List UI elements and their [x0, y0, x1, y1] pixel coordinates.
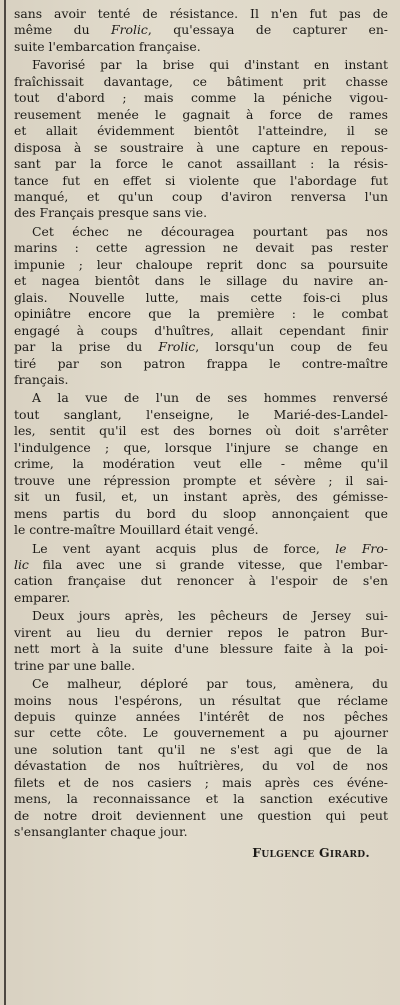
- article-paragraph: [14, 6, 388, 55]
- text-line: de notre droit deviennent une question qui peut: [14, 807, 388, 823]
- article-body: [14, 6, 388, 841]
- text-line: crime, la modération veut elle - même qu'il: [14, 456, 388, 472]
- text-line: manqué, et qu'un coup d'aviron renversa l'un: [14, 188, 388, 204]
- text-line: français.: [14, 371, 69, 387]
- text-line: même du Frolic, qu'essaya de capturer en-: [14, 22, 388, 38]
- text-line: marins : cette agression ne devait pas rester: [14, 240, 388, 256]
- text-line: une solution tant qu'il ne s'est agi que de la: [14, 741, 388, 757]
- text-line: sur cette côte. Le gouvernement a pu ajourner: [14, 725, 388, 741]
- text-line: nett mort à la suite d'une blessure faite à la poi-: [14, 641, 388, 657]
- text-line: s'ensanglanter chaque jour.: [14, 824, 188, 840]
- text-line: Favorisé par la brise qui d'instant en instant: [32, 57, 388, 73]
- text-line: fraîchissait davantage, ce bâtiment prit chasse: [14, 73, 388, 89]
- article-paragraph: [14, 390, 388, 538]
- text-line: sant par la force le canot assaillant : la résis-: [14, 156, 388, 172]
- text-line: cation française dut renoncer à l'espoir de s'en: [14, 573, 388, 589]
- text-line: sit un fusil, et, un instant après, des gémisse-: [14, 489, 388, 505]
- text-line: tiré par son patron frappa le contre-maître: [14, 355, 388, 371]
- text-line: tout sanglant, l'enseigne, le Marié-des-Landel-: [14, 406, 388, 422]
- text-line: tance fut en effet si violente que l'abordage fut: [14, 172, 388, 188]
- text-line: le contre-maître Mouillard était vengé.: [14, 522, 259, 538]
- text-line: suite l'embarcation française.: [14, 38, 201, 54]
- text-line: engagé à coups d'huîtres, allait cependant finir: [14, 322, 388, 338]
- text-line: sans avoir tenté de résistance. Il n'en fut pas de: [14, 6, 388, 21]
- article-paragraph: [14, 541, 388, 607]
- text-line: trouve une répression prompte et sévère ; il sai-: [14, 472, 388, 488]
- text-line: par la prise du Frolic, lorsqu'un coup de feu: [14, 339, 388, 355]
- text-line: emparer.: [14, 589, 71, 605]
- text-line: disposa à se soustraire à une capture en repous-: [14, 139, 388, 155]
- text-line: et allait évidemment bientôt l'atteindre, il se: [14, 123, 388, 139]
- text-line: Le vent ayant acquis plus de force, le Fro-: [32, 540, 388, 556]
- text-line: opiniâtre encore que la première : le combat: [14, 306, 388, 322]
- text-line: dévastation de nos huîtrières, du vol de nos: [14, 758, 388, 774]
- text-line: depuis quinze années l'intérêt de nos pêches: [14, 709, 388, 725]
- text-line: mens, la reconnaissance et la sanction exécutive: [14, 791, 388, 807]
- text-line: A la vue de l'un de ses hommes renversé: [32, 390, 388, 406]
- article-paragraph: [14, 57, 388, 222]
- text-line: impunie ; leur chaloupe reprit donc sa poursuite: [14, 256, 388, 272]
- text-line: glais. Nouvelle lutte, mais cette fois-ci plus: [14, 289, 388, 305]
- text-line: des Français presque sans vie.: [14, 205, 208, 221]
- text-line: Cet échec ne découragea pourtant pas nos: [32, 223, 388, 239]
- article-paragraph: [14, 224, 388, 389]
- text-line: Deux jours après, les pêcheurs de Jersey sui-: [32, 608, 388, 624]
- text-line: lic fila avec une si grande vitesse, que l'embar-: [14, 556, 388, 572]
- text-line: mens partis du bord du sloop annonçaient que: [14, 505, 388, 521]
- text-line: et nagea bientôt dans le sillage du navire an-: [14, 273, 388, 289]
- text-line: moins nous l'espérons, un résultat que réclame: [14, 692, 388, 708]
- text-line: filets et de nos casiers ; mais après ces événe-: [14, 774, 388, 790]
- text-line: trine par une balle.: [14, 657, 136, 673]
- text-line: Ce malheur, déploré par tous, amènera, du: [32, 676, 388, 692]
- article-paragraph: [14, 676, 388, 841]
- author-signature: Fulgence Girard.: [252, 844, 370, 860]
- text-line: reusement menée le gagnait à force de rames: [14, 106, 388, 122]
- text-line: l'indulgence ; que, lorsque l'injure se change en: [14, 439, 388, 455]
- text-line: tout d'abord ; mais comme la péniche vigou-: [14, 90, 388, 106]
- text-line: les, sentit qu'il est des bornes où doit s'arrêter: [14, 423, 388, 439]
- article-paragraph: [14, 608, 388, 674]
- text-line: virent au lieu du dernier repos le patron Bur-: [14, 624, 388, 640]
- column-rule: [4, 0, 6, 1005]
